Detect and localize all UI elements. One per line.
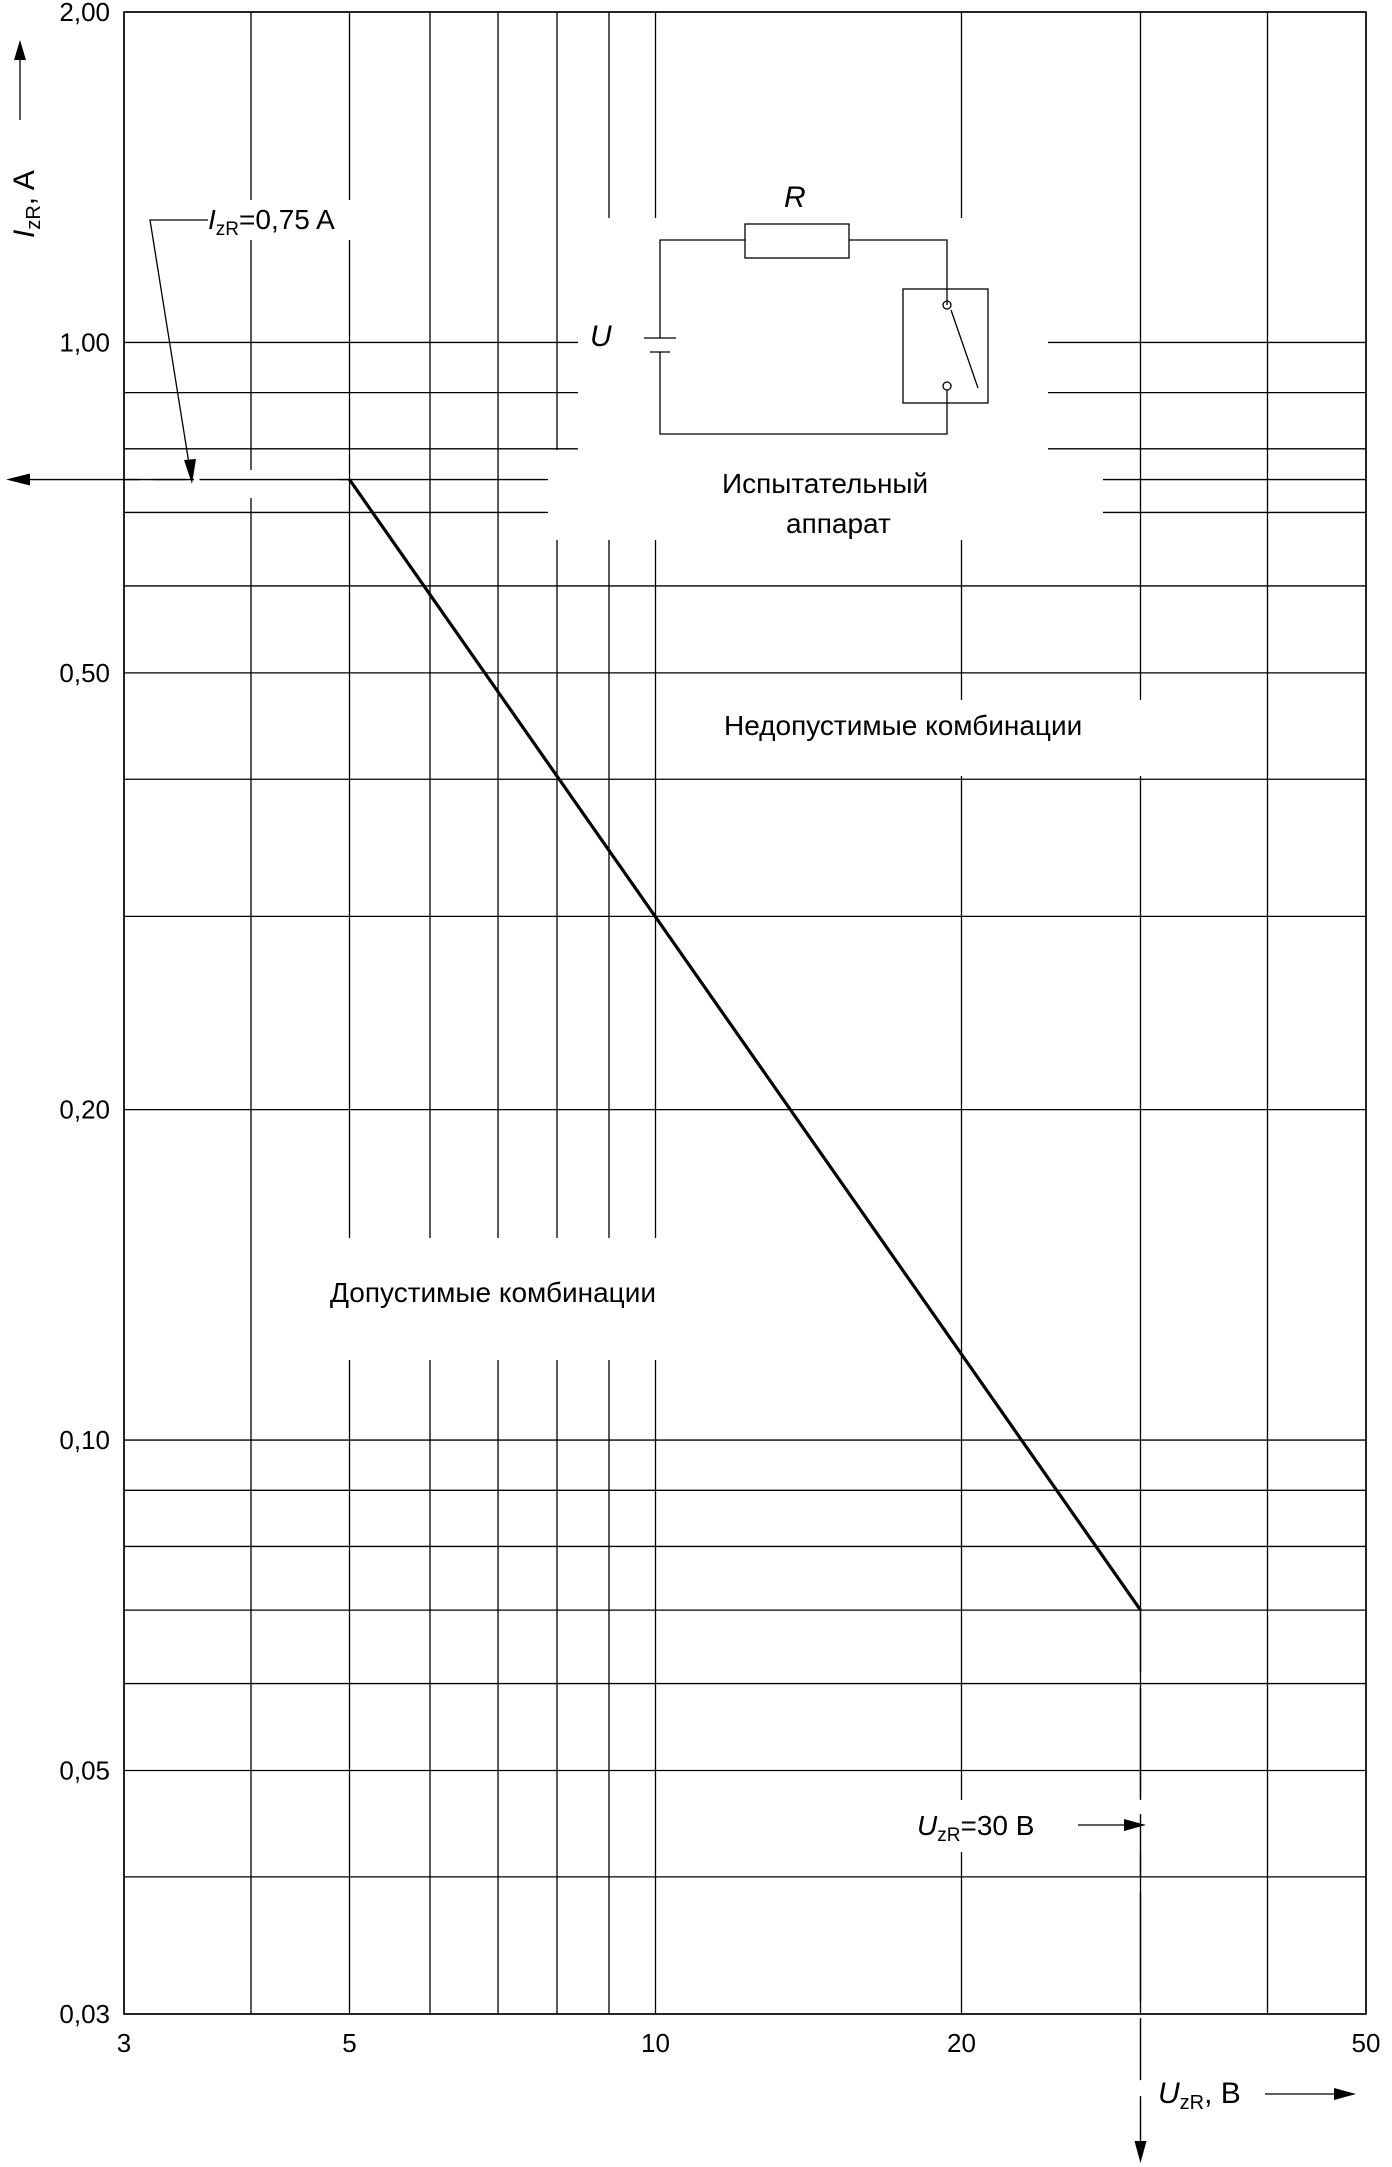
text-backgrounds <box>170 200 1210 1852</box>
resistor-label: R <box>784 181 806 214</box>
y-axis-arrow-head <box>14 40 26 60</box>
svg-text:IzR=0,75 A: $I_{zR}=0,75$ A <box>208 204 335 240</box>
x-tick-label: 20 <box>947 2028 976 2058</box>
y-tick-label: 0,05 <box>59 1755 110 1786</box>
y-tick-label: 0,03 <box>59 1999 110 2029</box>
y-tick-label: 0,10 <box>59 1425 110 1456</box>
x-tick-label: 10 <box>641 2028 670 2058</box>
y-tick-label: 1,00 <box>59 327 110 358</box>
source-label: U <box>590 320 612 353</box>
y-axis-title <box>8 40 45 238</box>
current-limit-arrow <box>6 474 30 486</box>
y-tick-label: 0,50 <box>59 657 110 688</box>
y-tick-label: 2,00 <box>59 0 110 27</box>
voltage-limit-arrow <box>1134 2141 1146 2163</box>
device-label-line2: аппарат <box>786 508 891 539</box>
region-lower-label: Допустимые комбинации <box>330 1277 656 1308</box>
device-label-line1: Испытательный <box>722 468 929 499</box>
x-axis-title <box>1158 2077 1356 2114</box>
svg-text:UzR=30 В: $U_{zR}=30$ В <box>917 1810 1035 1846</box>
x-tick-label: 3 <box>116 2028 132 2058</box>
x-axis-arrow-head <box>1334 2088 1356 2100</box>
svg-text:UzR, В: $U_{zR}$, В <box>1158 2077 1241 2114</box>
svg-text:IzR, A: $I_{zR}$, A <box>8 170 45 238</box>
region-upper-label: Недопустимые комбинации <box>724 710 1083 741</box>
x-tick-label: 5 <box>342 2028 357 2058</box>
y-tick-label: 0,20 <box>59 1094 110 1125</box>
x-tick-label: 50 <box>1351 2028 1381 2058</box>
current-limit-annotation <box>150 204 335 484</box>
